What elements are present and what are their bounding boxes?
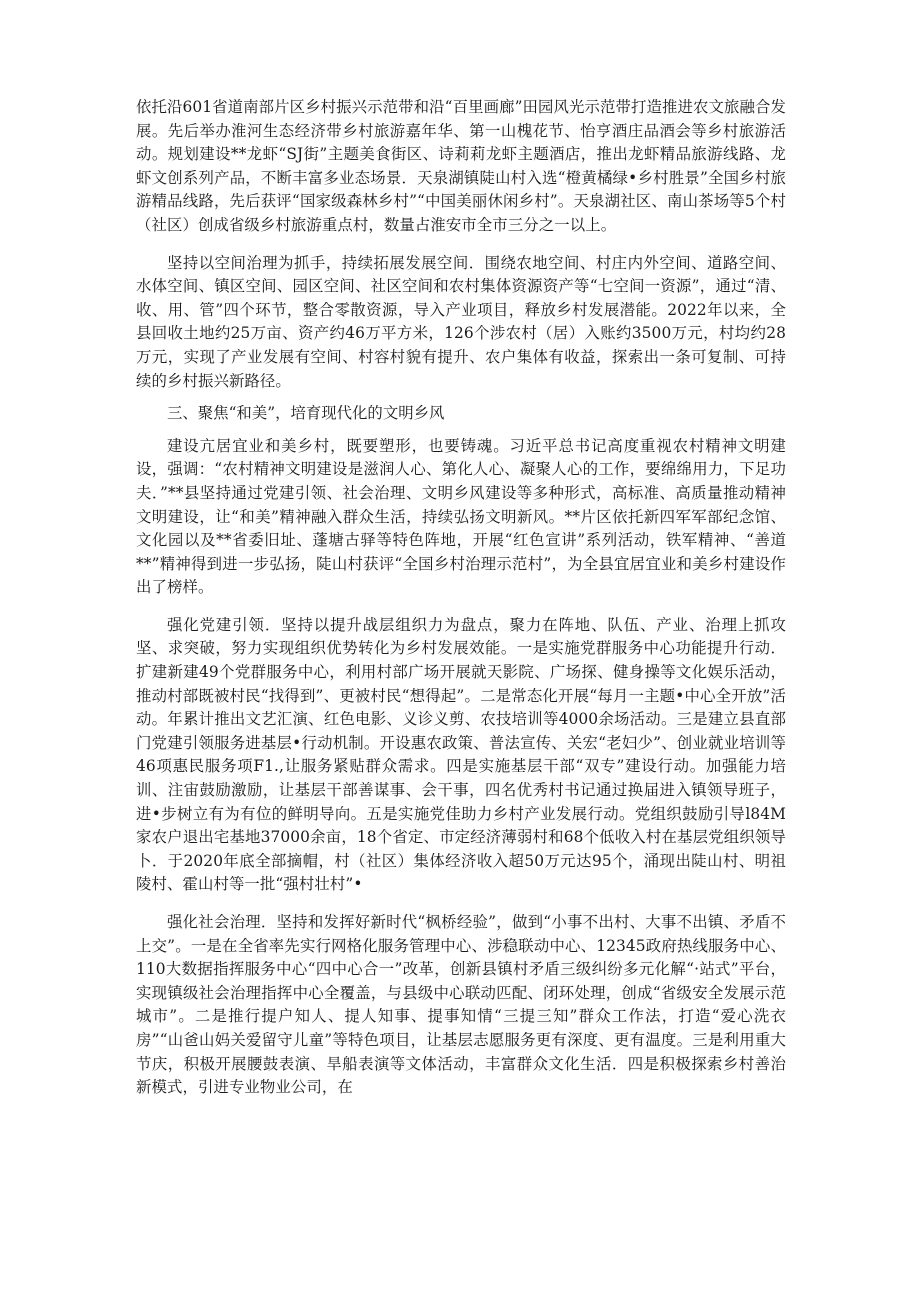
paragraph-civilization-intro: 建设亢居宜业和美乡村，既要塑形，也要铸魂。习近平总书记高度重视农村精神文明建设，强调：“农村精神文明建设是滋润人心、第化人心、凝聚人心的工作，要绵绵用力，下足功夫．”**县坚持通过党建引领、社会治理、文明乡风建设等多种形式，高标准、高质量推动精神文明建设，让“和美”精神融入群众生活，持续弘扬文明新风。**片区依托新四军军部纪念馆、文化园以及**省委旧址、蓬塘古驿等特色阵地，开展“红色宣讲”系列活动，铁军精神、“善道**”精神得到进一步弘扬，陡山村获评“全国乡村治理示范村”，为全县宜居宜业和美乡村建设作出了榜样。: [136, 436, 786, 597]
paragraph-gap: [136, 897, 786, 911]
paragraph-gap: [136, 426, 786, 435]
paragraph-social-governance: 强化社会治理．坚持和发挥好新时代“枫桥经验”，做到“小事不出村、大事不出镇、矛盾不上交”。一是在全省率先实行网格化服务管理中心、涉稳联动中心、12345政府热线服务中心、110大数据指挥服务中心“四中心合一”改革，创新县镇村矛盾三级纠纷多元化解“·站式”平台，实现镇级社会治理指挥中心全覆盖，与县级中心联动匹配、闭环处理，创成“省级安全发展示范城市”。二是推行提户知人、提人知事、提事知情“三提三知”群众工作法，打造“爱心洗衣房”“山爸山妈关爱留守儿童”等特色项目，让基层志愿服务更有深度、更有温度。三是利用重大节庆，积极开展腰鼓表演、旱船表演等文体活动，丰富群众文化生活．四是积极探索乡村善治新模式，引进专业物业公司，在: [136, 913, 786, 1097]
paragraph-party-building: 强化党建引领．坚持以提升战层组织力为盘点，聚力在阵地、队伍、产业、治理上抓攻坚、求突破，努力实现组织优势转化为乡村发展效能。一是实施党群服务中心功能提升行动．扩建新建49个党群服务中心，利用村部广场开展就天影院、广场探、健身操等文化娱乐活动，推动村部既被村民“找得到”、更被村民“想得起”。二是常态化开展“每月一主题•中心全开放”活动。年累计推出文艺汇演、红色电影、义诊义剪、农技培训等4000余场活动。三是建立县直部门党建引领服务进基层•行动机制。开设惠农政策、普法宣传、关宏“老妇少”、创业就业培训等46项惠民服务项F1.,让服务紧贴群众需求。四是实施基层干部“双专”建设行动。加强能力培训、注宙鼓励激励，让基层干部善谋事、会干事，四名优秀村书记通过换届进入镇领导班子，进•步树立有为有位的鲜明导向。五是实施党佳助力乡村产业发展行动。党组织鼓励引导l84M家农户退出宅基地37000余亩，18个省定、市定经济薄弱村和68个低收入村在基层党组织领导卜．于2020年底全部摘帽，村（社区）集体经济收入超50万元达95个，涌现出陡山村、明祖陵村、霍山村等一批“强村壮村”•: [136, 615, 786, 894]
paragraph-gap: [136, 393, 786, 402]
document-page: [136, 96, 786, 1100]
paragraph-space-governance: 坚持以空间治理为抓手，持续拓展发展空间．围绕农地空间、村庄内外空间、道路空间、水体空间、镇区空间、园区空间、社区空间和农村集体资源资产等“七空间一资源”，通过“清、收、用、管”四个环节，整合零散资源，导入产业项目，释放乡村发展潜能。2022年以来，全县回收土地约25万亩、资产约46万平方米，126个涉农村（居）入账约3500万元，村均约28万元，实现了产业发展有空间、村容村貌有提升、农户集体有收益，探索出一条可复制、可持续的乡村振兴新路径。: [136, 253, 786, 390]
paragraph-gap: [136, 238, 786, 252]
paragraph-agri-tourism: 依托沿601省道南部片区乡村振兴示范带和沿“百里画廊”田园风光示范带打造推进农文旅融合发展。先后举办淮河生态经济带乡村旅游嘉年华、第一山槐花节、怡亨酒庄品酒会等乡村旅游活动。规划建设**龙虾“SJ街”主题美食街区、诗莉莉龙虾主题酒店，推出龙虾精品旅游线路、龙虾文创系列产品，不断丰富多业态场景．天泉湖镇陡山村入选“橙黄橘绿•乡村胜景”全国乡村旅游精品线路，先后获评“国家级森林乡村”“中国美丽休闲乡村”。天泉湖社区、南山茶场等5个村（社区）创成省级乡村旅游重点村，数量占淮安市全市三分之一以上。: [136, 98, 786, 234]
paragraph-gap: [136, 600, 786, 614]
section-heading-civilization: 三、聚焦“和美”，培育现代化的文明乡风: [167, 404, 445, 423]
